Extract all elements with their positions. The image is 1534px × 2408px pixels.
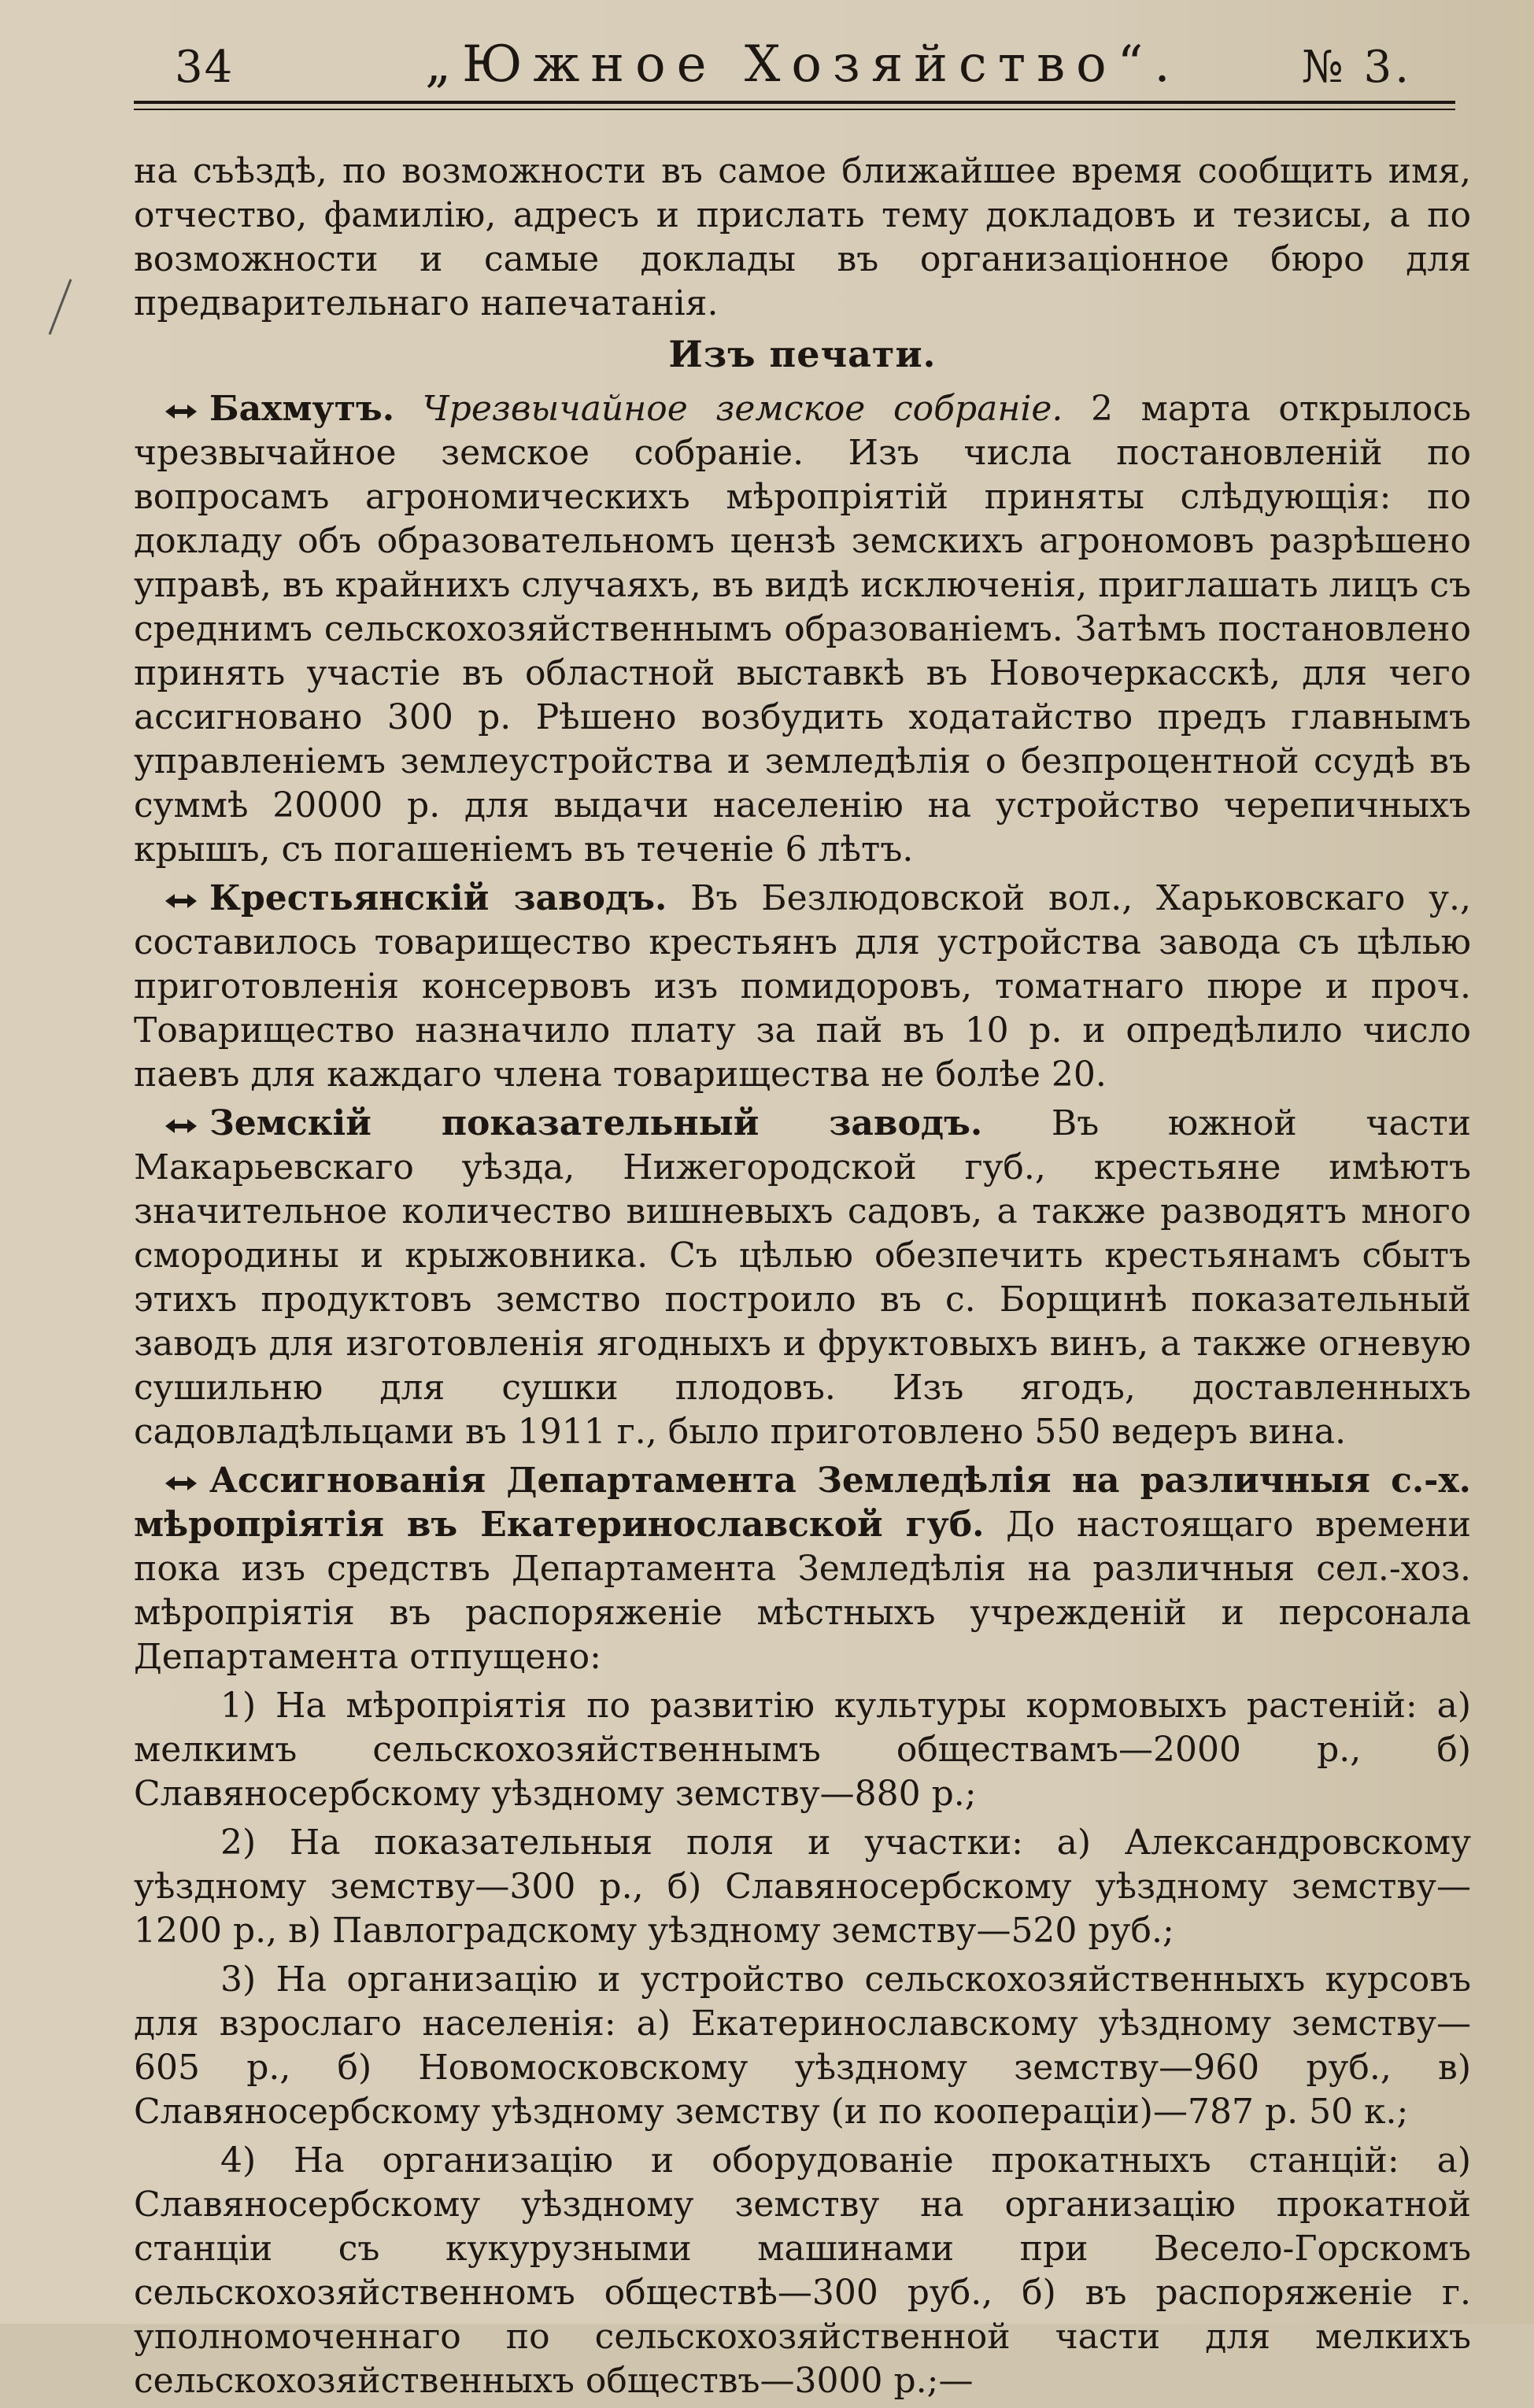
news-item-peasant-factory [134, 877, 1471, 1097]
section-title: Изъ печати. [668, 333, 937, 375]
header-rule-thin [134, 109, 1455, 110]
item-text: Въ Безлюдовской вол., Харьковскаго у., составилось товарищество крестьянъ для устройства завода съ цѣлью приготовленія консервовъ изъ помидоровъ, томатнаго пюре и проч. Товарищество назначило плату за пай въ 10 р. и опредѣлило число паевъ для каждаго члена товарищества не болѣе 20. [134, 878, 1471, 1095]
page-body [134, 150, 1471, 2408]
allocation-item-2: 2) На показательныя поля и участки: а) Александровскому уѣздному земству—300 р., б) Славяносербскому уѣздному земству—1200 р., в) Павлоградскому уѣздному земству—520 руб.; [134, 1823, 1471, 1951]
item-heading: Земскій показательный заводъ. [209, 1103, 983, 1143]
news-item-bakhmut [134, 387, 1471, 872]
pencil-mark-icon [43, 275, 75, 338]
news-item-zemstvo-factory [134, 1102, 1471, 1454]
allocation-item-4: 4) На организацію и оборудованіе прокатныхъ станцій: а) Славяносербскому уѣздному земству на организацію прокатной станціи съ кукурузными машинами при Весело-Горскомъ сельскохозяйственномъ обществѣ—300 руб., б) въ распоряженіе г. уполномоченнаго по сельскохозяйственной части для мелкихъ сельскохозяйственныхъ обществъ—3000 р.;— [134, 2140, 1471, 2401]
item-heading: Бахмутъ. [209, 389, 395, 429]
item-text: До настоящаго времени пока изъ средствъ Департамента Земледѣлія на различныя сел.-хоз. мѣропріятія въ распоряженіе мѣстныхъ учрежденій и персонала Департамента отпущено: [134, 1505, 1471, 1677]
item-heading: Крестьянскій заводъ. [209, 878, 667, 918]
diamond-bullet-icon [165, 1475, 197, 1492]
item-text: 2 марта открылось чрезвычайное земское собраніе. Изъ числа постановленій по вопросамъ агрономическихъ мѣропріятій приняты слѣдующія: по докладу объ образовательномъ цензѣ земскихъ агрономовъ разрѣшено управѣ, въ крайнихъ случаяхъ, въ видѣ исключенія, приглашать лицъ съ среднимъ сельскохозяйственнымъ образованіемъ. Затѣмъ постановлено принять участіе въ областной выставкѣ въ Новочеркасскѣ, для чего ассигновано 300 р. Рѣшено возбудить ходатайство предъ главнымъ управленіемъ землеустройства и земледѣлія о безпроцентной ссудѣ въ суммѣ 20000 р. для выдачи населенію на устройство черепичныхъ крышъ, съ погашеніемъ въ теченіе 6 лѣтъ. [134, 389, 1471, 870]
news-item-allocations [134, 1459, 1471, 1679]
journal-title: „Южное Хозяйство“. [425, 35, 1181, 94]
diamond-bullet-icon [165, 892, 197, 910]
intro-paragraph: на съѣздѣ, по возможности въ самое ближайшее время сообщить имя, отчество, фамилію, адресъ и прислать тему докладовъ и тезисы, а по возможности и самые доклады въ организаціонное бюро для предварительнаго напечатанія. [134, 151, 1471, 323]
allocation-item-1: 1) На мѣропріятія по развитію культуры кормовыхъ растеній: а) мелкимъ сельскохозяйственнымъ обществамъ—2000 р., б) Славяносербскому уѣздному земству—880 р.; [134, 1686, 1471, 1814]
item-heading: Ассигнованія Департамента Земледѣлія на различныя с.-х. мѣропріятія въ Екатеринославской губ. [134, 1461, 1471, 1545]
page-number: 34 [175, 42, 235, 93]
issue-number: № 3. [1301, 42, 1412, 93]
allocation-item-3: 3) На организацію и устройство сельскохозяйственныхъ курсовъ для взрослаго населенія: а) Екатеринославскому уѣздному земству—605 р., б) Новомосковскому уѣздному земству—960 руб., в) Славяносербскому уѣздному земству (и по коопераціи)—787 р. 50 к.; [134, 1959, 1471, 2132]
item-subheading: Чрезвычайное земское собраніе. [422, 389, 1063, 429]
diamond-bullet-icon [165, 1117, 197, 1135]
item-text: Въ южной части Макарьевскаго уѣзда, Нижегородской губ., крестьяне имѣютъ значительное количество вишневыхъ садовъ, а также разводятъ много смородины и крыжовника. Съ цѣлью обезпечить крестьянамъ сбытъ этихъ продуктовъ земство построило въ с. Борщинѣ показательный заводъ для изготовленія ягодныхъ и фруктовыхъ винъ, а также огневую сушильню для сушки плодовъ. Изъ ягодъ, доставленныхъ садовладѣльцами въ 1911 г., было приготовлено 550 ведеръ вина. [134, 1103, 1471, 1452]
header-rule [134, 101, 1455, 104]
diamond-bullet-icon [165, 403, 197, 420]
